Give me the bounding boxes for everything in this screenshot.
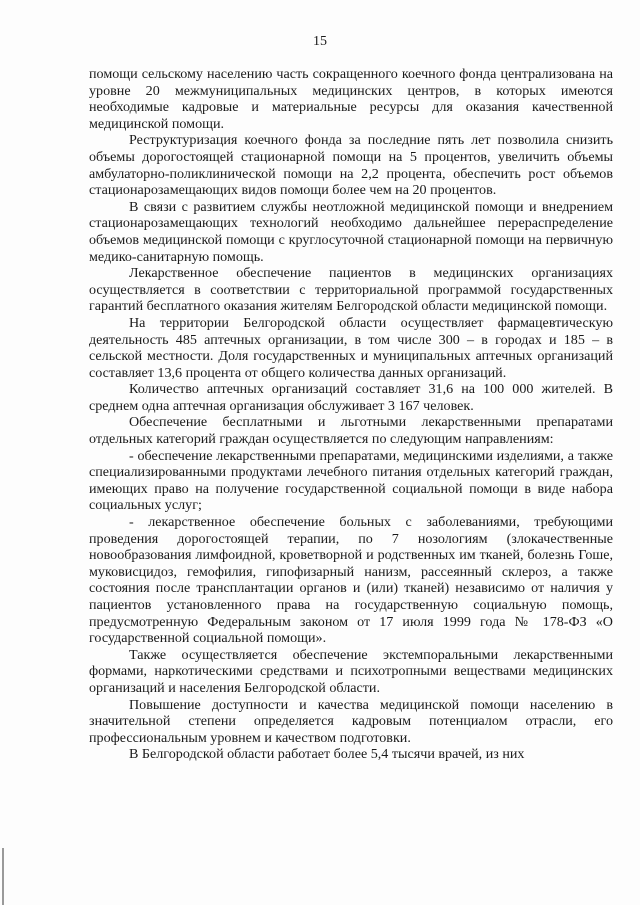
list-item: - обеспечение лекарственными препаратами, медицинскими изделиями, а также специализированными продуктами лечебного питания отдельных категорий граждан, имеющих право на получение государственной социальной помощи в виде набора социальных услуг; xyxy=(89,447,613,514)
paragraph: Количество аптечных организаций составляет 31,6 на 100 000 жителей. В среднем одна аптечная организация обслуживает 3 167 человек. xyxy=(89,381,613,414)
paragraph: В связи с развитием службы неотложной медицинской помощи и внедрением стационарозамещающих технологий необходимо дальнейшее перераспределение объемов медицинской помощи с круглосуточной стационарной помощи на первичную медико-санитарную помощь. xyxy=(89,198,613,265)
paragraph: На территории Белгородской области осуществляет фармацевтическую деятельность 485 аптечных организации, в том числе 300 – в городах и 185 – в сельской местности. Доля государственных и муниципальных аптечных организаций составляет 13,6 процента от общего количества данных организаций. xyxy=(89,314,613,381)
paragraph: Обеспечение бесплатными и льготными лекарственными препаратами отдельных категорий граждан осуществляется по следующим направлениям: xyxy=(89,414,613,448)
paragraph: В Белгородской области работает более 5,4 тысячи врачей, из них xyxy=(129,746,525,763)
paragraph: Реструктуризация коечного фонда за последние пять лет позволила снизить объемы дорогостоящей стационарной помощи на 5 процентов, увеличить объемы амбулаторно-поликлинической помощи на 2,2 процента, обеспечить рост объемов стационарозамещающих видов помощи более чем на 20 процентов. xyxy=(89,132,613,199)
scan-edge-mark xyxy=(2,848,4,905)
paragraph: Лекарственное обеспечение пациентов в медицинских организациях осуществляется в соответствии с территориальной программой государственных гарантий бесплатного оказания жителям Белгородской области медицинской помощи. xyxy=(89,265,613,315)
paragraph: Повышение доступности и качества медицинской помощи населению в значительной степени определяется кадровым потенциалом отрасли, его профессиональным уровнем и качеством подготовки. xyxy=(89,696,613,746)
document-body xyxy=(89,66,613,763)
page-number: 15 xyxy=(313,34,327,49)
list-item: - лекарственное обеспечение больных с заболеваниями, требующими проведения дорогостоящей терапии, по 7 нозологиям (злокачественные новообразования лимфоидной, кроветворной и родственных им тканей, болезнь Гоше, муковисцидоз, гемофилия, гипофизарный нанизм, рассеянный склероз, а также состояния после трансплантации органов и (или) тканей) независимо от наличия у пациентов установленного права на государственную социальную помощь, предусмотренную Федеральным законом от 17 июля 1999 года № 178-ФЗ «О государственной социальной помощи». xyxy=(89,514,613,647)
paragraph: помощи сельскому населению часть сокращенного коечного фонда централизована на уровне 20 межмуниципальных медицинских центров, в которых имеются необходимые кадровые и материальные ресурсы для оказания качественной медицинской помощи. xyxy=(89,66,613,132)
paragraph: Также осуществляется обеспечение экстемпоральными лекарственными формами, наркотическими средствами и психотропными веществами медицинских организаций и населения Белгородской области. xyxy=(89,646,613,696)
